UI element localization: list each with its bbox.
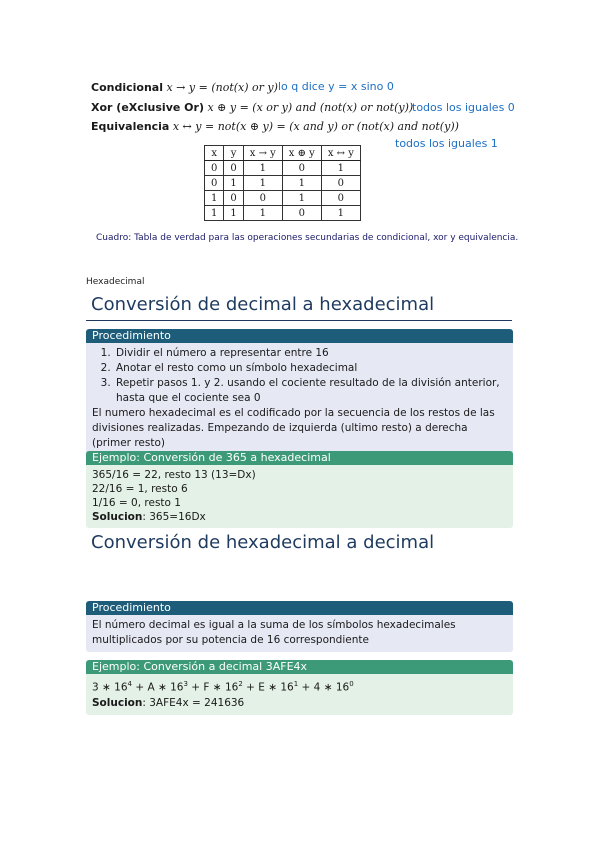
box-title: Procedimiento [86,329,513,343]
table-cell: 1 [224,176,243,191]
table-cell: 0 [205,161,224,176]
table-cell: 0 [243,191,282,206]
handwritten-note: lo q dice y = x sino 0 [278,80,394,93]
table-cell: 1 [243,161,282,176]
formula-equivalence [91,120,459,133]
solution-line [92,696,507,711]
exponent: 2 [238,680,243,688]
formula-name: Xor (eXclusive Or) [91,101,204,114]
solution-line [92,510,507,524]
formula-name: Condicional [91,81,163,94]
table-header: x [205,146,224,161]
formula-name: Equivalencia [91,120,170,133]
table-cell: 0 [282,161,321,176]
table-cell: 0 [282,206,321,221]
exponent: 3 [183,680,188,688]
list-item: 3. Repetir pasos 1. y 2. usando el cociente resultado de la división anterior, hasta que el cociente sea 0 [114,376,507,406]
table-cell: 0 [321,176,360,191]
box-title: Ejemplo: Conversión a decimal 3AFE4x [86,660,513,674]
example-line: 22/16 = 1, resto 6 [92,483,188,495]
table-cell: 0 [224,191,243,206]
solution-label: Solucion [92,511,143,523]
exponent: 0 [349,680,354,688]
box-title: Ejemplo: Conversión de 365 a hexadecimal [86,451,513,465]
table-cell: 0 [224,161,243,176]
procedure-box [86,329,513,455]
exponent: 4 [127,680,132,688]
solution-label: Solucion [92,696,143,709]
exponent: 1 [293,680,299,688]
box-note: El número decimal es igual a la suma de los símbolos hexadecimales multiplicados por su potencia de 16 correspondiente [92,619,456,646]
box-note: El numero hexadecimal es el codificado por la secuencia de los restos de las divisiones realizadas. Empezando de izquierda (ultimo resto) a derecha (primer resto) [92,407,495,449]
table-cell: 0 [321,191,360,206]
solution-value: : 365=16Dx [142,511,206,523]
table-cell: 1 [321,206,360,221]
formula-expression: x ⊕ y = (x or y) and (not(x) or not(y)) [207,101,414,114]
formula-conditional [91,81,278,94]
table-caption: Cuadro: Tabla de verdad para las operaciones secundarias de condicional, xor y equivalencia. [96,233,519,243]
table-header: x ⊕ y [282,146,321,161]
table-row [205,206,361,221]
handwritten-note: todos los iguales 1 [395,137,498,150]
truth-table [204,145,361,221]
table-cell: 1 [205,206,224,221]
section-title: Conversión de decimal a hexadecimal [91,294,435,315]
term: + A ∗ 16 [131,681,184,694]
table-cell: 1 [321,161,360,176]
section-label: Hexadecimal [86,277,145,287]
example-line: 365/16 = 22, resto 13 (13=Dx) [92,469,256,481]
example-box [86,451,513,528]
term: + F ∗ 16 [187,681,239,694]
table-cell: 1 [243,176,282,191]
example-box [86,660,513,715]
table-cell: 1 [282,191,321,206]
handwritten-note: todos los iguales 0 [412,101,515,114]
formula-xor [91,101,413,114]
table-cell: 1 [224,206,243,221]
table-header: x ↔ y [321,146,360,161]
table-header: x → y [243,146,282,161]
term: + 4 ∗ 16 [298,681,350,694]
table-row [205,191,361,206]
section-title: Conversión de hexadecimal a decimal [91,532,435,553]
solution-value: : 3AFE4x = 241636 [142,696,245,709]
table-row [205,161,361,176]
list-item: 2. Anotar el resto como un símbolo hexadecimal [114,361,507,376]
term: + E ∗ 16 [242,681,294,694]
example-line: 1/16 = 0, resto 1 [92,497,181,509]
table-cell: 1 [282,176,321,191]
title-rule [86,320,512,321]
table-row [205,176,361,191]
formula-expression: x ↔ y = not(x ⊕ y) = (x and y) or (not(x) and not(y)) [172,120,459,133]
term: 3 ∗ 16 [92,681,128,694]
table-cell: 0 [205,176,224,191]
table-header: y [224,146,243,161]
formula-expression: x → y = (not(x) or y) [166,81,278,94]
steps-list [92,346,507,406]
list-item: 1. Dividir el número a representar entre 16 [114,346,507,361]
procedure-box [86,601,513,652]
box-title: Procedimiento [86,601,513,615]
example-formula [92,677,507,696]
table-cell: 1 [243,206,282,221]
table-cell: 1 [205,191,224,206]
